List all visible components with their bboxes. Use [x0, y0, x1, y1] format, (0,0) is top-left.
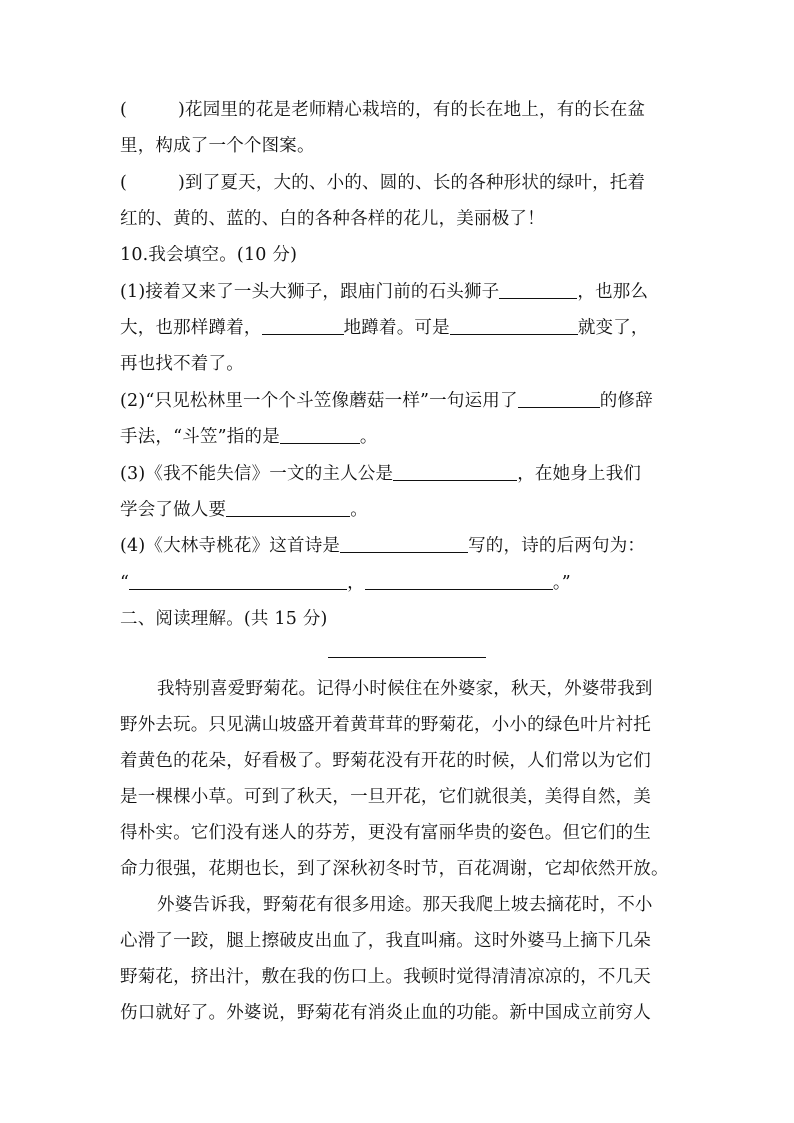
- q9-item-b-line1: [120, 171, 680, 195]
- q10-4-line1: [120, 534, 680, 558]
- q10-3-line2: [120, 498, 680, 522]
- passage-p1-line1: 我特别喜爱野菊花。记得小时候住在外婆家，秋天，外婆带我到: [157, 679, 653, 699]
- text: ，也那么: [577, 282, 649, 302]
- open-paren: (: [120, 173, 128, 193]
- fill-blank[interactable]: [129, 571, 347, 590]
- text: 地蹲着。可是: [343, 318, 450, 338]
- text: 的修辞: [599, 391, 653, 411]
- passage-p1-line4: 是一棵棵小草。可到了秋天，一旦开花，它们就很美，美得自然，美: [120, 787, 651, 807]
- fill-blank[interactable]: [518, 389, 600, 408]
- passage-p2-line1: 外婆告诉我，野菊花有很多用途。那天我爬上坡去摘花时，不小: [157, 895, 653, 915]
- fill-blank[interactable]: [365, 571, 553, 590]
- q10-1-line2: [120, 316, 680, 340]
- passage-p1-line5: 得朴实。它们没有迷人的芬芳，更没有富丽华贵的姿色。但它们的生: [120, 823, 651, 843]
- fill-blank[interactable]: [340, 534, 468, 553]
- q10-1-line1: [120, 280, 680, 304]
- q9-item-a-text1: )花园里的花是老师精心栽培的，有的长在地上，有的长在盆: [178, 100, 646, 120]
- passage-p1-line3: 着黄色的花朵，好看极了。野菊花没有开花的时候，人们常以为它们: [120, 751, 651, 771]
- q10-2-line1: [120, 389, 680, 413]
- text: 。: [350, 500, 368, 520]
- section2-heading: 二、阅读理解。(共 15 分): [120, 609, 328, 629]
- text: “: [120, 573, 130, 593]
- passage-p2-line4: 伤口就好了。外婆说，野菊花有消炎止血的功能。新中国成立前穷人: [120, 1003, 651, 1023]
- passage-p1-line2: 野外去玩。只见满山坡盛开着黄茸茸的野菊花，小小的绿色叶片衬托: [120, 715, 651, 735]
- q9-item-b-line2: 红的、黄的、蓝的、白的各种各样的花儿，美丽极了！: [120, 209, 545, 229]
- q10-2-line2: [120, 425, 680, 449]
- q10-3-line1: [120, 462, 680, 486]
- text: 就变了，: [577, 318, 649, 338]
- fill-blank[interactable]: [226, 498, 350, 517]
- q9-item-b-text1: )到了夏天，大的、小的、圆的、长的各种形状的绿叶，托着: [178, 173, 646, 193]
- text: 大，也那样蹲着，: [120, 318, 262, 338]
- text: (1)接着又来了一头大狮子，跟庙门前的石头狮子: [120, 282, 500, 302]
- text: ，在她身上我们: [517, 464, 642, 484]
- text: 。”: [552, 573, 571, 593]
- q10-heading: 10.我会填空。(10 分): [120, 245, 298, 265]
- passage-p2-line3: 野菊花，挤出汁，敷在我的伤口上。我顿时觉得清清凉凉的，不几天: [120, 967, 651, 987]
- fill-blank[interactable]: [499, 280, 577, 299]
- answer-paren-a[interactable]: [120, 98, 178, 122]
- text: 。: [359, 427, 378, 447]
- passage-p2-line2: 心滑了一跤，腿上擦破皮出血了，我直叫痛。这时外婆马上摘下几朵: [120, 931, 651, 951]
- q9-item-a-line2: 里，构成了一个个图案。: [120, 136, 315, 156]
- q10-1-line3: 再也找不着了。: [120, 354, 244, 374]
- passage-p1-line6: 命力很强，花期也长，到了深秋初冬时节，百花凋谢，它却依然开放。: [120, 859, 669, 879]
- text: (3)《我不能失信》一文的主人公是: [120, 464, 394, 484]
- passage-title-blank[interactable]: [328, 657, 486, 658]
- text: 手法，“斗笠”指的是: [120, 427, 280, 447]
- q9-item-a-line1: [120, 98, 680, 122]
- q10-4-line2: [120, 571, 680, 595]
- fill-blank[interactable]: [280, 425, 360, 444]
- fill-blank[interactable]: [450, 316, 578, 335]
- text: ，: [347, 573, 365, 593]
- text: 学会了做人要: [120, 500, 227, 520]
- text: (4)《大林寺桃花》这首诗是: [120, 536, 341, 556]
- answer-paren-b[interactable]: [120, 171, 178, 195]
- text: 写的，诗的后两句为：: [468, 536, 646, 556]
- text: (2)“只见松林里一个个斗笠像蘑菇一样”一句运用了: [120, 391, 518, 411]
- fill-blank[interactable]: [262, 316, 344, 335]
- open-paren: (: [120, 100, 128, 120]
- fill-blank[interactable]: [393, 462, 517, 481]
